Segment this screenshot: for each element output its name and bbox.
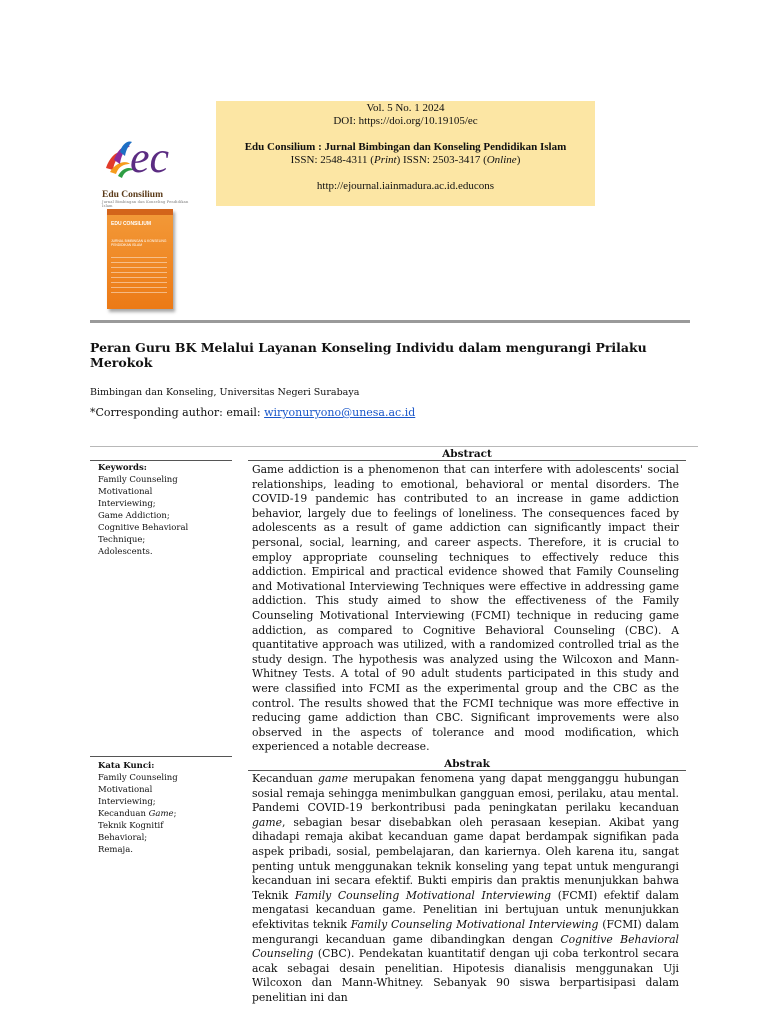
keyword-item: Kecanduan Game; (98, 809, 177, 819)
logo-mark-text: ec (130, 133, 170, 182)
journal-info-box (216, 101, 595, 206)
keyword-item: Cognitive Behavioral (98, 523, 189, 533)
journal-url[interactable]: http://ejournal.iainmadura.ac.id.educons (316, 180, 495, 192)
logo-tagline: Jurnal Bimbingan dan Konseling Pendidikan Islam (102, 200, 189, 208)
abstrak-text-run: Family Counseling Motivational Interviewing (294, 888, 552, 902)
abstract-rule (248, 460, 686, 461)
abstrak-text-run: Kecanduan (252, 772, 319, 785)
abstrak-text (252, 772, 679, 1006)
abstrak-text-run: merupakan fenomena yang dapat mengganggu hubungan sosial remaja sehingga menimbulkan gangguan emosi, perilaku, atau mental. Pandemi COVID-19 berkontribusi pada peningkatan perilaku kecanduan (252, 772, 680, 815)
header-divider (90, 320, 690, 323)
journal-logo (100, 133, 196, 208)
cover-contents-lines (111, 257, 167, 297)
kata-kunci-list (98, 760, 238, 856)
abstrak-rule (248, 770, 686, 771)
abstrak-paragraph (252, 772, 679, 1006)
keywords-list (98, 462, 238, 558)
author-affiliation: Bimbingan dan Konseling, Universitas Negeri Surabaya (90, 387, 360, 398)
cover-strip (107, 209, 173, 215)
abstrak-heading: Abstrak (444, 758, 490, 770)
keyword-item: Family Counseling (98, 475, 178, 485)
abstrak-text-run: Family Counseling Motivational Interviewing (350, 917, 599, 931)
journal-cover-image (107, 209, 173, 309)
corresponding-email-link[interactable]: wiryonuryono@unesa.ac.id (264, 406, 416, 419)
abstract-text: Game addiction is a phenomenon that can interfere with adolescents' social relationships, leading to emotional, behavioral or mental disorders. The COVID-19 pandemic has contributed to an increase in game addiction behavior, largely due to feelings of loneliness. The consequences faced by adolescents as a result of game addiction can significantly impact their personal, social, learning, and career aspects. Therefore, it is crucial to employ appropriate counseling techniques to effectively reduce this addiction. Empirical and practical evidence showed that Family Counseling and Motivational Interviewing Techniques were effective in addressing game addiction. This study aimed to show the effectiveness of the Family Counseling Motivational Interviewing (FCMI) technique in reducing game addiction, as compared to Cognitive Behavioral Counseling (CBC). A quantitative approach was utilized, with a randomized controlled trial as the study design. The hypothesis was analyzed using the Wilcoxon and Mann-Whitney Tests. A total of 90 adult students participated in this study and were classified into FCMI as the experimental group and the CBC as the control. The results showed that the FCMI technique was more effective in reducing game addiction than CBC. Significant improvements were also observed in the aspects of tolerance and mood modification, which experienced a notable decrease. (252, 463, 679, 754)
logo-name: Edu Consilium (102, 190, 163, 200)
keyword-item: Interviewing; (98, 499, 156, 509)
kata-kunci-heading: Kata Kunci: (98, 761, 155, 771)
keyword-item: Family Counseling (98, 773, 178, 783)
keyword-item: Teknik Kognitif (98, 821, 164, 831)
cover-title: EDU CONSILIUM (111, 221, 151, 227)
keywords-heading: Keywords: (98, 463, 147, 473)
kata-kunci-rule (90, 756, 232, 757)
keyword-item: Motivational (98, 487, 153, 497)
abstrak-text-run: game (318, 772, 349, 785)
keyword-item: Remaja. (98, 845, 133, 855)
abstrak-text-run: Cognitive Behavioral Counseling (252, 932, 679, 961)
journal-name: Edu Consilium : Jurnal Bimbingan dan Konseling Pendidikan Islam (244, 141, 567, 153)
keyword-item: Behavioral; (98, 833, 148, 843)
keyword-item: Technique; (98, 535, 146, 545)
keyword-item: Motivational (98, 785, 153, 795)
corresponding-author: *Corresponding author: email: wiryonuryono@unesa.ac.id (90, 406, 416, 419)
section-divider (90, 446, 698, 447)
abstrak-text-run: (FCMI) efektif dalam mengatasi kecanduan game. Penelitian ini bertujuan untuk menunjukkan efektivitas teknik (252, 888, 679, 931)
journal-volume: Vol. 5 No. 1 2024 (366, 102, 445, 114)
abstrak-text-run: game (252, 815, 282, 829)
keyword-item: Adolescents. (98, 547, 153, 557)
abstrak-text-run: , sebagian besar disebabkan oleh perasaan kesepian. Akibat yang dihadapi remaja akibat kecanduan game dapat berdampak signifikan pada aspek pribadi, sosial, pembelajaran, dan kariernya. Oleh karena itu, sangat penting untuk menggunakan teknik konseling yang tepat untuk mengurangi kecanduan ini secara efektif. Bukti empiris dan praktis menunjukkan bahwa Teknik (252, 815, 679, 902)
abstract-heading: Abstract (442, 448, 492, 460)
article-title: Peran Guru BK Melalui Layanan Konseling Individu dalam mengurangi Prilaku Merokok (90, 340, 647, 370)
journal-issn: ISSN: 2548-4311 (Print) ISSN: 2503-3417 (Online) (290, 154, 521, 166)
journal-doi: DOI: https://doi.org/10.19105/ec (333, 115, 478, 127)
abstrak-text-run: (FCMI) dalam mengurangi kecanduan game dibandingkan dengan (252, 917, 679, 946)
keyword-item: Game Addiction; (98, 511, 170, 521)
ec-logo-icon (100, 133, 192, 190)
keywords-rule (90, 460, 232, 461)
keyword-item: Interviewing; (98, 797, 156, 807)
cover-subtitle: JURNAL BIMBINGAN & KONSELING PENDIDIKAN ISLAM (111, 239, 167, 248)
abstrak-text-run: (CBC). Pendekatan kuantitatif dengan uji coba terkontrol secara acak sebagai desain penelitian. Hipotesis dianalisis menggunakan Uji Wilcoxon dan Mann-Whitney. Sebanyak 90 siswa berpartisipasi dalam penelitian ini dan (252, 947, 679, 1004)
